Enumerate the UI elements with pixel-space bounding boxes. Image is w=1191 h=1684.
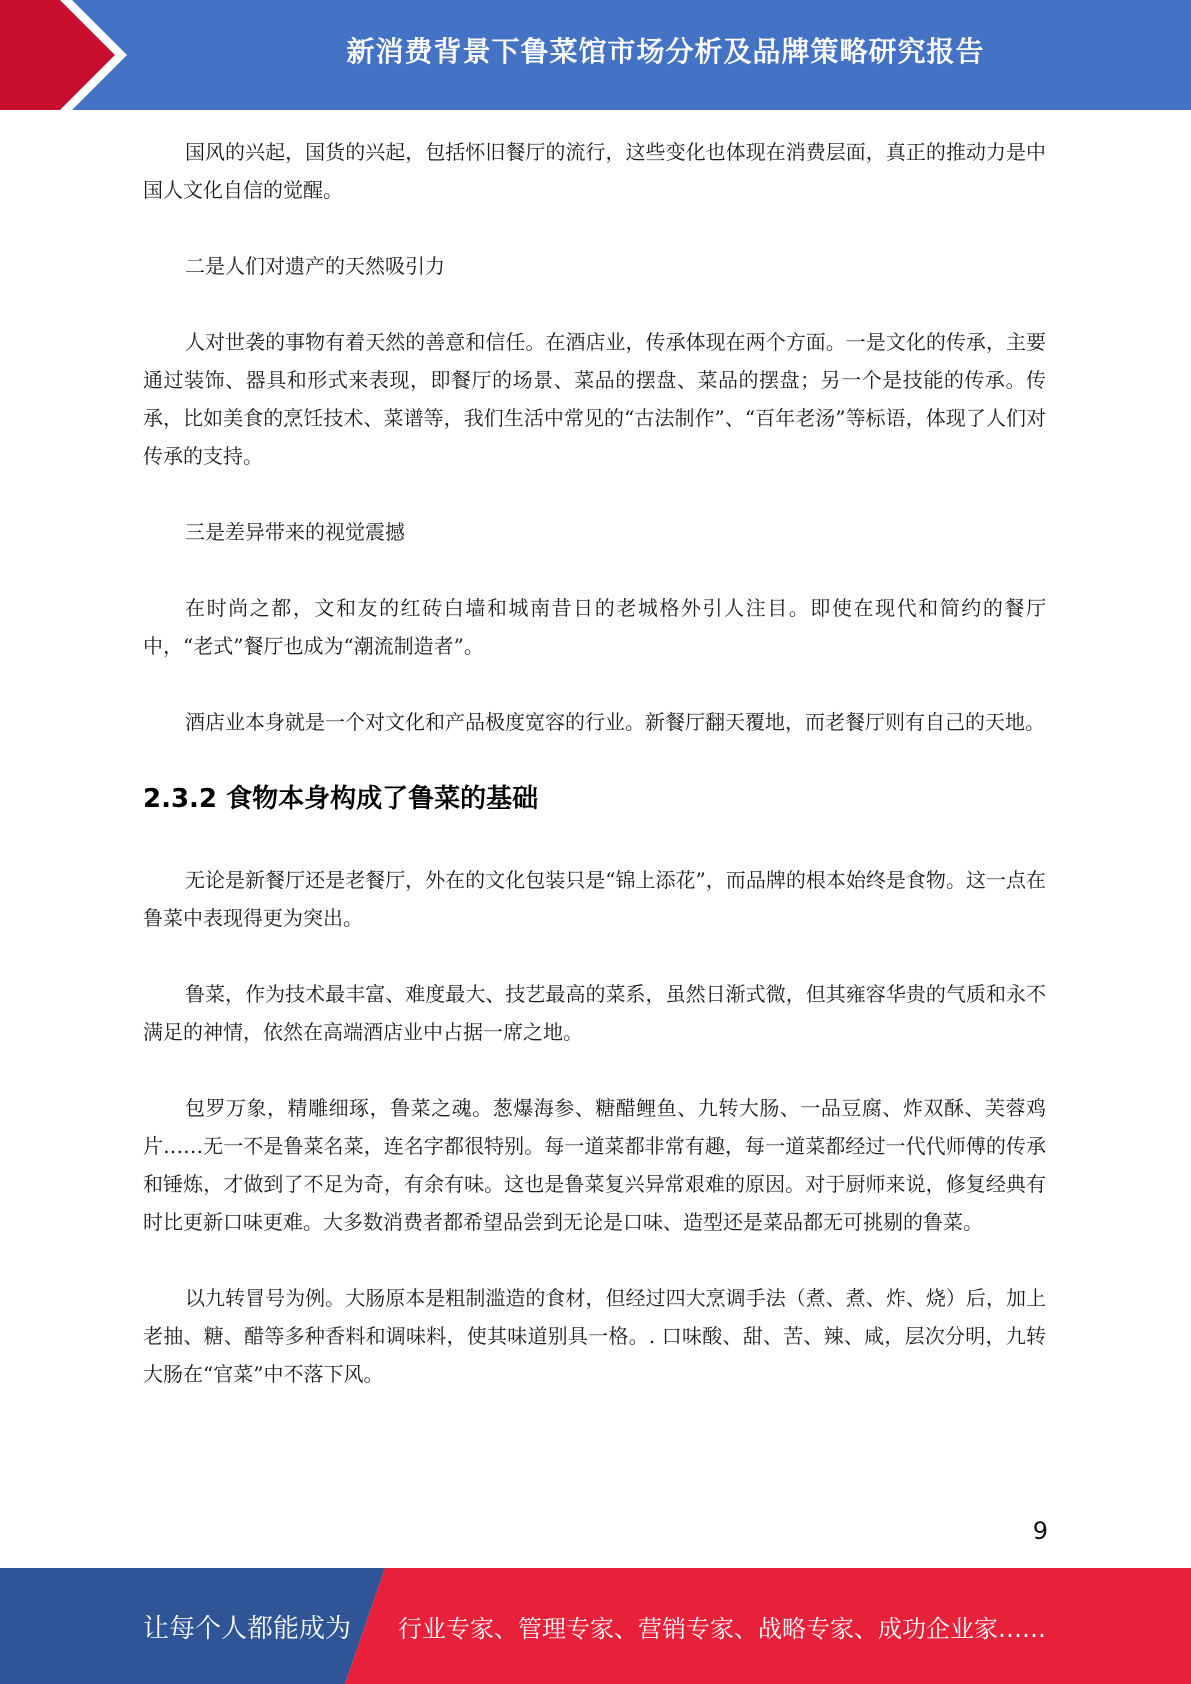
paragraph: 在时尚之都，文和友的红砖白墙和城南昔日的老城格外引人注目。即使在现代和简约的餐厅中，“老式”餐厅也成为“潮流制造者”。 [143, 596, 1046, 658]
footer-slogan-right: 行业专家、管理专家、营销专家、战略专家、成功企业家…… [398, 1614, 1046, 1643]
paragraph: 以九转冒号为例。大肠原本是粗制滥造的食材，但经过四大烹调手法（煮、煮、炸、烧）后，加上老抽、糖、醋等多种香料和调味料，使其味道别具一格。. 口味酸、甜、苦、辣、咸，层次分明，九转大肠在“官菜”中不落下风。 [143, 1286, 1046, 1386]
page-footer [0, 1568, 1191, 1684]
subheading: 三是差异带来的视觉震撼 [185, 520, 405, 544]
page-number: 9 [1032, 1517, 1048, 1545]
paragraph: 包罗万象，精雕细琢，鲁菜之魂。葱爆海参、糖醋鲤鱼、九转大肠、一品豆腐、炸双酥、芙蓉鸡片……无一不是鲁菜名菜，连名字都很特别。每一道菜都非常有趣，每一道菜都经过一代代师傅的传承和锤炼，才做到了不足为奇，有余有味。这也是鲁菜复兴异常艰难的原因。对于厨师来说，修复经典有时比更新口味更难。大多数消费者都希望品尝到无论是口味、造型还是菜品都无可挑剔的鲁菜。 [143, 1096, 1046, 1234]
section-heading: 2.3.2 食物本身构成了鲁菜的基础 [143, 784, 539, 814]
header-chevron-decoration [0, 0, 160, 110]
report-title: 新消费背景下鲁菜馆市场分析及品牌策略研究报告 [346, 35, 985, 68]
subheading: 二是人们对遗产的天然吸引力 [185, 254, 445, 278]
paragraph: 酒店业本身就是一个对文化和产品极度宽容的行业。新餐厅翻天覆地，而老餐厅则有自己的天地。 [185, 710, 1045, 734]
paragraph: 国风的兴起，国货的兴起，包括怀旧餐厅的流行，这些变化也体现在消费层面，真正的推动力是中国人文化自信的觉醒。 [143, 140, 1046, 202]
paragraph: 鲁菜，作为技术最丰富、难度最大、技艺最高的菜系，虽然日渐式微，但其雍容华贵的气质和永不满足的神情，依然在高端酒店业中占据一席之地。 [143, 982, 1046, 1044]
paragraph: 无论是新餐厅还是老餐厅，外在的文化包装只是“锦上添花”，而品牌的根本始终是食物。这一点在鲁菜中表现得更为突出。 [143, 868, 1046, 930]
document-body [143, 133, 1046, 1431]
paragraph: 人对世袭的事物有着天然的善意和信任。在酒店业，传承体现在两个方面。一是文化的传承，主要通过装饰、器具和形式来表现，即餐厅的场景、菜品的摆盘、菜品的摆盘；另一个是技能的传承。传承，比如美食的烹饪技术、菜谱等，我们生活中常见的“古法制作”、“百年老汤”等标语，体现了人们对传承的支持。 [143, 330, 1046, 468]
page-header [0, 0, 1191, 110]
footer-slogan-left: 让每个人都能成为 [143, 1613, 352, 1644]
